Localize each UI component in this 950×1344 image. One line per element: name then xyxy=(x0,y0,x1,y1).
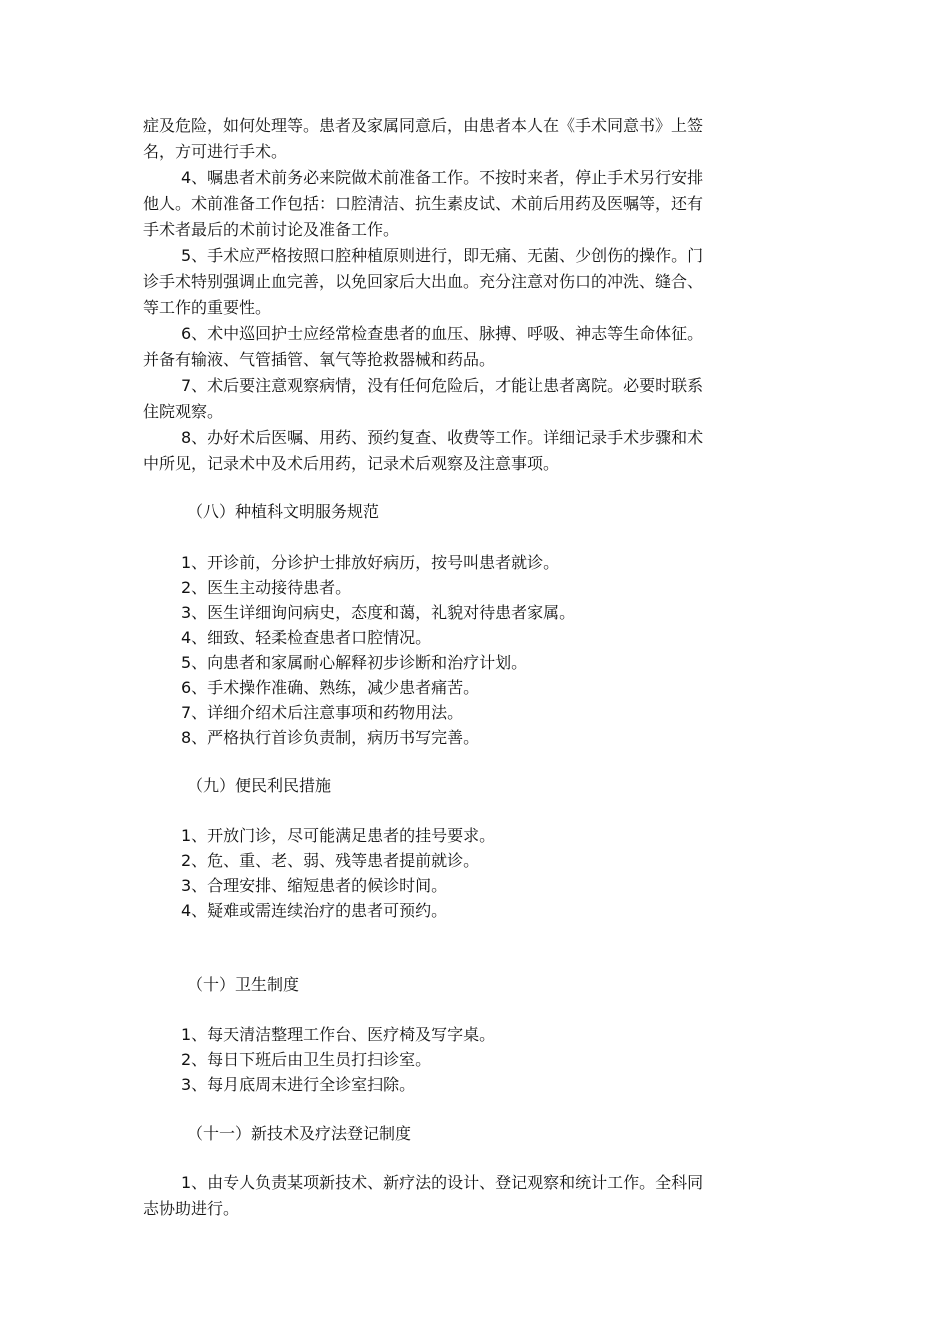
paragraph-line: 7、术后要注意观察病情，没有任何危险后，才能让患者离院。必要时联系 xyxy=(181,376,704,395)
paragraph-line: 6、术中巡回护士应经常检查患者的血压、脉搏、呼吸、神志等生命体征。 xyxy=(181,324,704,343)
list-item: 2、每日下班后由卫生员打扫诊室。 xyxy=(181,1050,432,1069)
section-heading: （十一）新技术及疗法登记制度 xyxy=(187,1124,412,1143)
list-item: 2、医生主动接待患者。 xyxy=(181,578,352,597)
paragraph-line: 4、嘱患者术前务必来院做术前准备工作。不按时来者，停止手术另行安排 xyxy=(181,168,704,187)
paragraph-line: 8、办好术后医嘱、用药、预约复查、收费等工作。详细记录手术步骤和术 xyxy=(181,428,704,447)
list-item: 4、细致、轻柔检查患者口腔情况。 xyxy=(181,628,432,647)
list-item: 2、危、重、老、弱、残等患者提前就诊。 xyxy=(181,851,480,870)
list-item: 5、向患者和家属耐心解释初步诊断和治疗计划。 xyxy=(181,653,528,672)
paragraph-line: 症及危险，如何处理等。患者及家属同意后，由患者本人在《手术同意书》上签 xyxy=(143,116,704,135)
paragraph-line: 1、由专人负责某项新技术、新疗法的设计、登记观察和统计工作。全科同 xyxy=(181,1173,704,1192)
paragraph-line: 他人。术前准备工作包括：口腔清洁、抗生素皮试、术前后用药及医嘱等，还有 xyxy=(143,194,704,213)
paragraph-line: 中所见，记录术中及术后用药，记录术后观察及注意事项。 xyxy=(143,454,560,473)
list-item: 1、开诊前，分诊护士排放好病历，按号叫患者就诊。 xyxy=(181,553,560,572)
list-item: 8、严格执行首诊负责制，病历书写完善。 xyxy=(181,728,480,747)
section-heading: （九）便民利民措施 xyxy=(187,776,332,795)
list-item: 3、合理安排、缩短患者的候诊时间。 xyxy=(181,876,448,895)
paragraph-line: 手术者最后的术前讨论及准备工作。 xyxy=(143,220,400,239)
list-item: 3、医生详细询问病史，态度和蔼，礼貌对待患者家属。 xyxy=(181,603,576,622)
section-heading: （八）种植科文明服务规范 xyxy=(187,502,380,521)
paragraph-line: 住院观察。 xyxy=(143,402,224,421)
section-heading: （十）卫生制度 xyxy=(187,975,300,994)
paragraph-line: 并备有输液、气管插管、氧气等抢救器械和药品。 xyxy=(143,350,496,369)
paragraph-line: 5、手术应严格按照口腔种植原则进行，即无痛、无菌、少创伤的操作。门 xyxy=(181,246,704,265)
list-item: 7、详细介绍术后注意事项和药物用法。 xyxy=(181,703,464,722)
paragraph-line: 诊手术特别强调止血完善，以免回家后大出血。充分注意对伤口的冲洗、缝合、 xyxy=(143,272,704,291)
list-item: 4、疑难或需连续治疗的患者可预约。 xyxy=(181,901,448,920)
paragraph-line: 志协助进行。 xyxy=(143,1199,240,1218)
paragraph-line: 名，方可进行手术。 xyxy=(143,142,288,161)
list-item: 3、每月底周末进行全诊室扫除。 xyxy=(181,1075,416,1094)
list-item: 1、每天清洁整理工作台、医疗椅及写字桌。 xyxy=(181,1025,496,1044)
list-item: 1、开放门诊，尽可能满足患者的挂号要求。 xyxy=(181,826,496,845)
paragraph-line: 等工作的重要性。 xyxy=(143,298,272,317)
list-item: 6、手术操作准确、熟练，减少患者痛苦。 xyxy=(181,678,480,697)
